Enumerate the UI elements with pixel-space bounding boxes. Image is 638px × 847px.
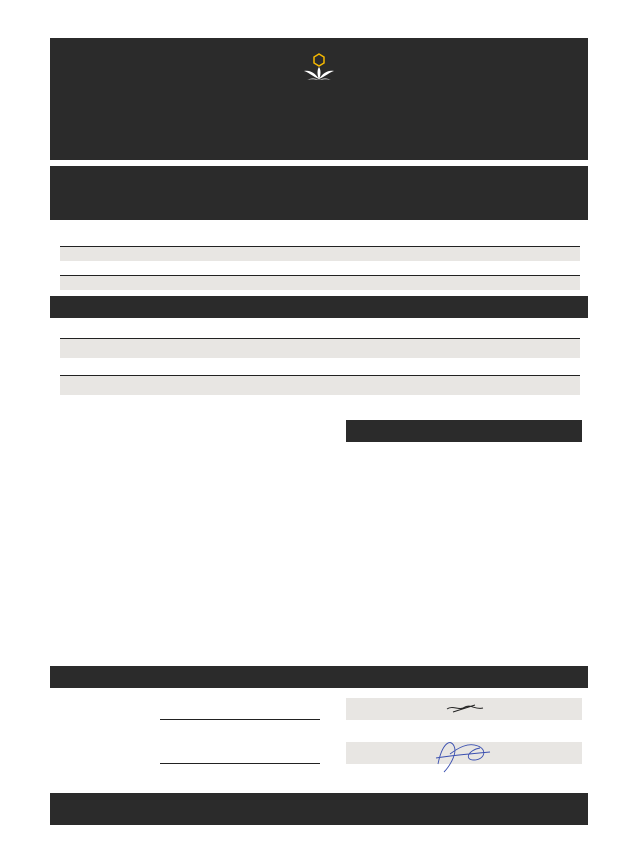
certificate-banner	[50, 166, 588, 220]
footer-note	[50, 793, 588, 825]
cannabinoid-profile-table	[346, 420, 582, 442]
company-header	[50, 38, 588, 160]
chart-svg	[60, 424, 340, 600]
analysis-results-banner	[50, 296, 588, 318]
signature-2-icon	[428, 734, 498, 776]
lithempa-logo-icon	[300, 52, 338, 82]
column-header	[416, 420, 518, 442]
approval-banner	[50, 666, 588, 688]
signature-1-icon	[445, 700, 485, 716]
column-header	[346, 420, 416, 442]
cannabinoid-bar-chart	[60, 424, 340, 600]
column-header	[518, 420, 582, 442]
